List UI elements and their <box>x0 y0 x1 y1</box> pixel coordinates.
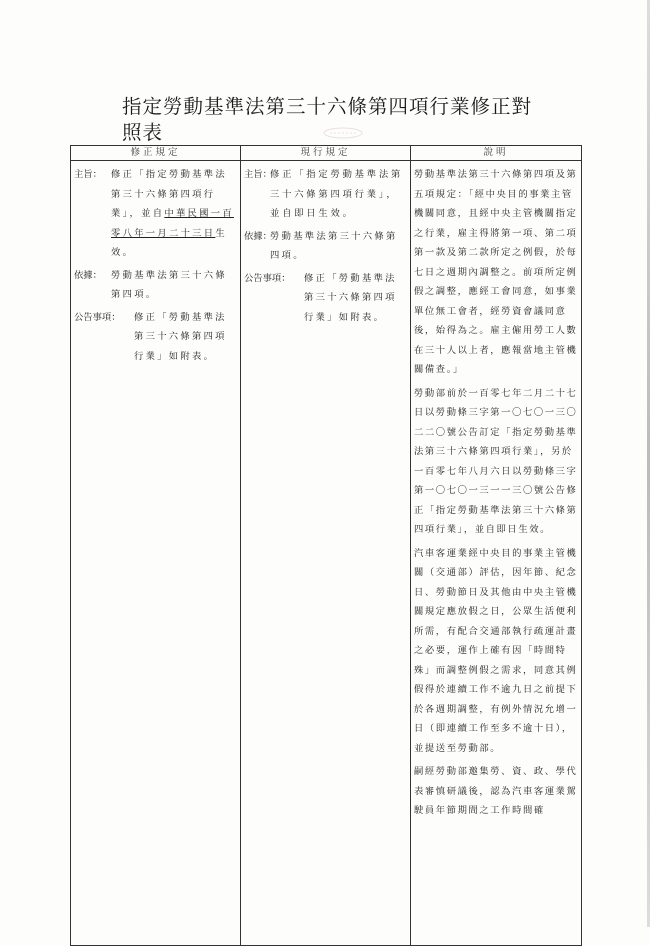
current-cell <box>241 161 411 946</box>
amended-basis-text: 勞動基準法第三十六條第四項。 <box>111 269 227 300</box>
current-purpose <box>244 165 407 224</box>
explanation-cell <box>411 161 582 946</box>
amended-purpose-text-a: 修正「指定勞動基準法第三十六條第四項行業」，並自 <box>111 169 227 219</box>
explanation-paragraph-2: 勞動部前於一百零七年二月二十七日以勞動條三字第一〇七〇一三〇二二〇號公告訂定「指定勞動基準法第三十六條第四項行業」，另於一百零七年八月六日以勞動條三字第一〇七〇一三一一三〇號公告修正「指定勞動基準法第三十六條第四項行業」，並自即日生效。 <box>414 387 578 535</box>
amended-basis <box>74 266 237 305</box>
current-basis-label: 依據： <box>244 230 272 242</box>
title-line-1: 指定勞動基準法第三十六條第四項行業修正對 <box>122 95 533 118</box>
faint-stamp-mark <box>322 126 364 140</box>
current-purpose-label: 主旨： <box>244 169 272 180</box>
amended-effective-date: 中華民國一百零八年一月二十三日 <box>111 208 234 239</box>
explanation-paragraph-4: 嗣經勞動部邀集勞、資、政、學代表審慎研議後，認為汽車客運業駕駛員年節期間之工作時間確 <box>414 766 578 816</box>
title-line-2: 照表 <box>122 121 164 144</box>
current-basis <box>244 227 407 266</box>
amended-notice <box>74 308 237 367</box>
table-body-row <box>71 161 582 946</box>
header-current: 現行規定 <box>241 146 411 161</box>
amended-notice-text: 修正「勞動基準法第三十六條第四項行業」如附表。 <box>134 311 227 362</box>
current-purpose-text: 修正「指定勞動基準法第三十六條第四項行業」，並自即日生效。 <box>270 169 404 219</box>
explanation-paragraph-1: 勞動基準法第三十六條第四項及第五項規定：「經中央目的事業主管機關同意，且經中央主管機關指定之行業，雇主得將第一項、第二項第一款及第二款所定之例假，於每七日之週期內調整之。前項所定例假之調整，應經工會同意，如事業單位無工會者，經勞資會議同意後，始得為之。雇主僱用勞工人數在三十人以上者，應報當地主管機關備查。」 <box>414 169 578 375</box>
current-notice-label: 公告事項： <box>244 272 291 284</box>
amended-notice-label: 公告事項： <box>74 311 121 323</box>
amended-purpose-label: 主旨： <box>74 169 102 180</box>
amended-cell <box>71 161 241 946</box>
current-basis-text: 勞動基準法第三十六條第四項。 <box>270 230 398 261</box>
comparison-table <box>70 145 582 946</box>
amended-purpose-text <box>111 165 237 263</box>
amended-basis-label: 依據： <box>74 269 102 281</box>
current-notice <box>244 269 407 328</box>
header-amended: 修正規定 <box>71 146 241 161</box>
current-notice-text: 修正「勞動基準法第三十六條第四項行業」如附表。 <box>304 272 397 323</box>
header-explanation: 說明 <box>411 146 582 161</box>
amended-purpose <box>74 165 237 263</box>
amended-purpose-text-c: 生效。 <box>111 227 227 258</box>
table-header-row <box>71 146 582 161</box>
explanation-paragraph-3: 汽車客運業經中央目的事業主管機關（交通部）評估，因年節、紀念日、勞動節日及其他由中央主管機關規定應放假之日，公眾生活便利所需，有配合交通部執行疏運計畫之必要，運作上確有因「時間特殊」而調整例假之需求，同意其例假得於連續工作不逾九日之前提下於各週期調整，有例外情況允增一日（即連續工作至多不逾十日），並提送至勞動部。 <box>414 547 578 754</box>
